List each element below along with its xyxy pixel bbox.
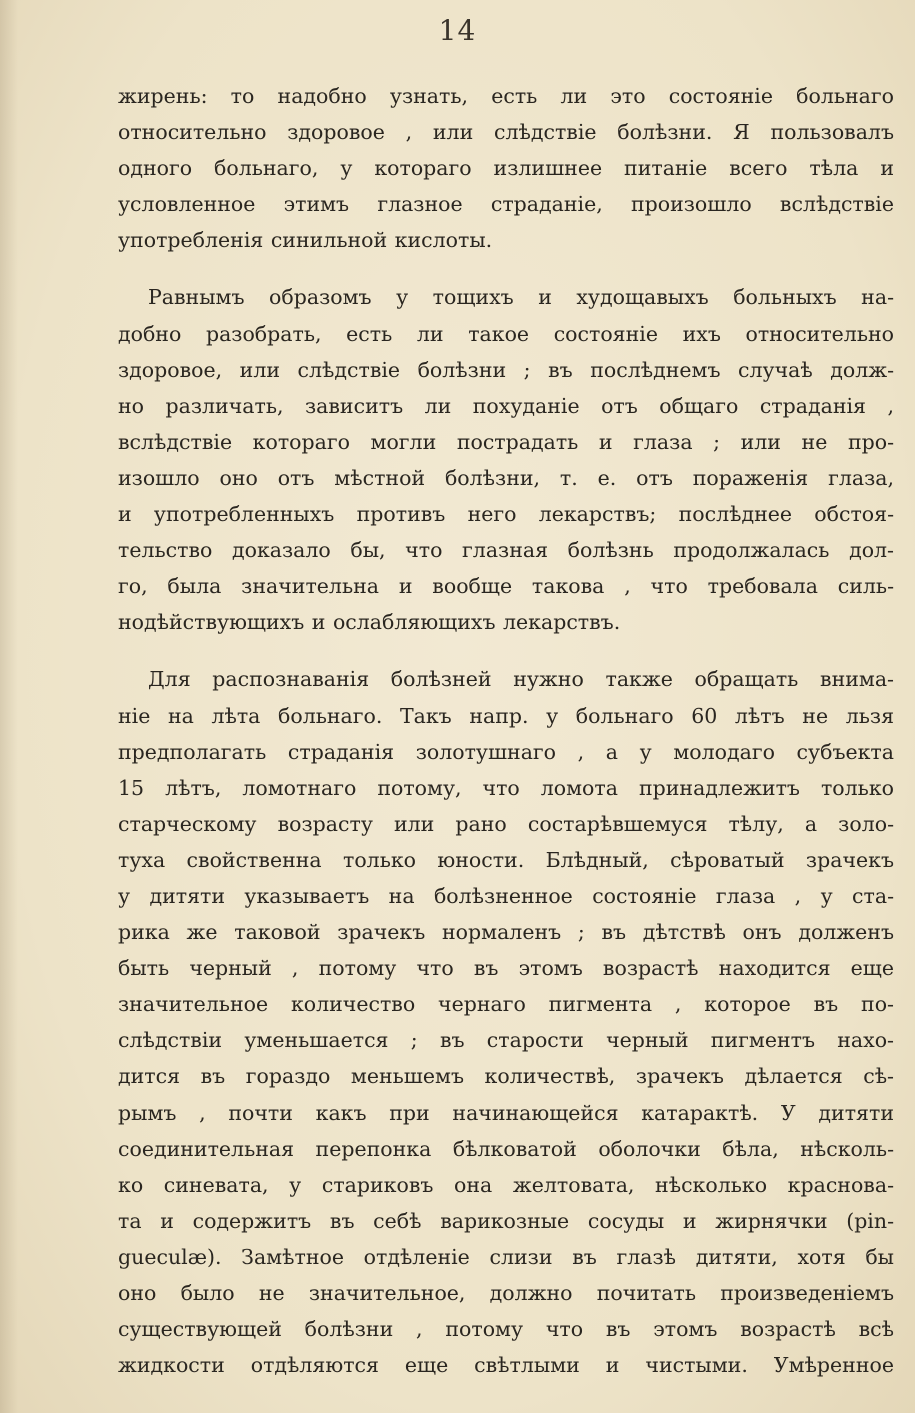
paragraph-spacer [118,258,894,279]
text-line: жидкости отдѣляются еще свѣтлыми и чистыми. Умѣренное [118,1353,894,1378]
text-line: ко синевата, у стариковъ она желтовата, нѣсколько краснова- [118,1172,894,1197]
text-line: предполагать страданія золотушнаго , а у молодаго субъекта [118,739,894,764]
text-body [118,78,894,1383]
text-line: но различать, зависитъ ли похуданіе отъ общаго страданія , [118,393,894,418]
text-line: значительное количество чернаго пигмента , которое въ по- [118,992,894,1017]
text-line: дится въ гораздо меньшемъ количествѣ, зрачекъ дѣлается сѣ- [118,1064,894,1089]
text-line: го, была значительна и вообще такова , что требовала силь- [118,574,894,599]
page-number: 14 [438,14,477,47]
text-line: ніе на лѣта больнаго. Такъ напр. у больнаго 60 лѣтъ не льзя [118,703,894,728]
text-line: туха свойственна только юности. Блѣдный, сѣроватый зрачекъ [118,847,894,872]
text-line: Для распознаванія болѣзней нужно также обращать внима- [148,667,894,692]
text-line: у дитяти указываетъ на болѣзненное состояніе глаза , у ста- [118,883,894,908]
text-line: употребленія синильной кислоты. [118,228,493,253]
text-line: рымъ , почти какъ при начинающейся катарактѣ. У дитяти [118,1100,894,1125]
text-line: та и содержитъ въ себѣ варикозные сосуды и жирнячки (pin- [118,1208,894,1233]
paragraph [118,279,894,640]
paragraph [118,78,894,258]
text-line: условленное этимъ глазное страданіе, произошло вслѣдствіе [118,192,894,217]
text-line: существующей болѣзни , потому что въ этомъ возрастѣ всѣ [118,1317,894,1342]
text-line: Равнымъ образомъ у тощихъ и худощавыхъ больныхъ на- [148,285,894,310]
text-line: здоровое, или слѣдствіе болѣзни ; въ послѣднемъ случаѣ долж- [118,357,894,382]
text-line: и употребленныхъ противъ него лекарствъ; послѣднее обстоя- [118,502,894,527]
text-line: быть черный , потому что въ этомъ возрастѣ находится еще [118,956,894,981]
text-line: нодѣйствующихъ и ослабляющихъ лекарствъ. [118,610,621,635]
text-line: слѣдствіи уменьшается ; въ старости черный пигментъ нахо- [118,1028,894,1053]
text-line: тельство доказало бы, что глазная болѣзнь продолжалась дол- [118,538,894,563]
text-line: старческому возрасту или рано состарѣвшемуся тѣлу, а золо- [118,811,894,836]
text-line: вслѣдствіе котораго могли пострадать и глаза ; или не про- [118,429,894,454]
text-line: 15 лѣтъ, ломотнаго потому, что ломота принадлежитъ только [118,775,894,800]
text-line: одного больнаго, у котораго излишнее питаніе всего тѣла и [118,156,894,181]
text-line: изошло оно отъ мѣстной болѣзни, т. е. отъ пораженія глаза, [118,465,894,490]
text-line: gueculæ). Замѣтное отдѣленіе слизи въ глазѣ дитяти, хотя бы [118,1244,894,1269]
paragraph-spacer [118,640,894,661]
text-line: добно разобрать, есть ли такое состояніе ихъ относительно [118,321,894,346]
text-line: оно было не значительное, должно почитать произведеніемъ [118,1281,894,1305]
text-line: рика же таковой зрачекъ нормаленъ ; въ дѣтствѣ онъ долженъ [118,920,894,945]
text-line: жирень: то надобно узнать, есть ли это состояніе больнаго [118,84,894,108]
paragraph [118,661,894,1383]
text-line: относительно здоровое , или слѣдствіе болѣзни. Я пользовалъ [118,120,894,145]
text-line: соединительная перепонка бѣлковатой оболочки бѣла, нѣсколь- [118,1136,894,1161]
